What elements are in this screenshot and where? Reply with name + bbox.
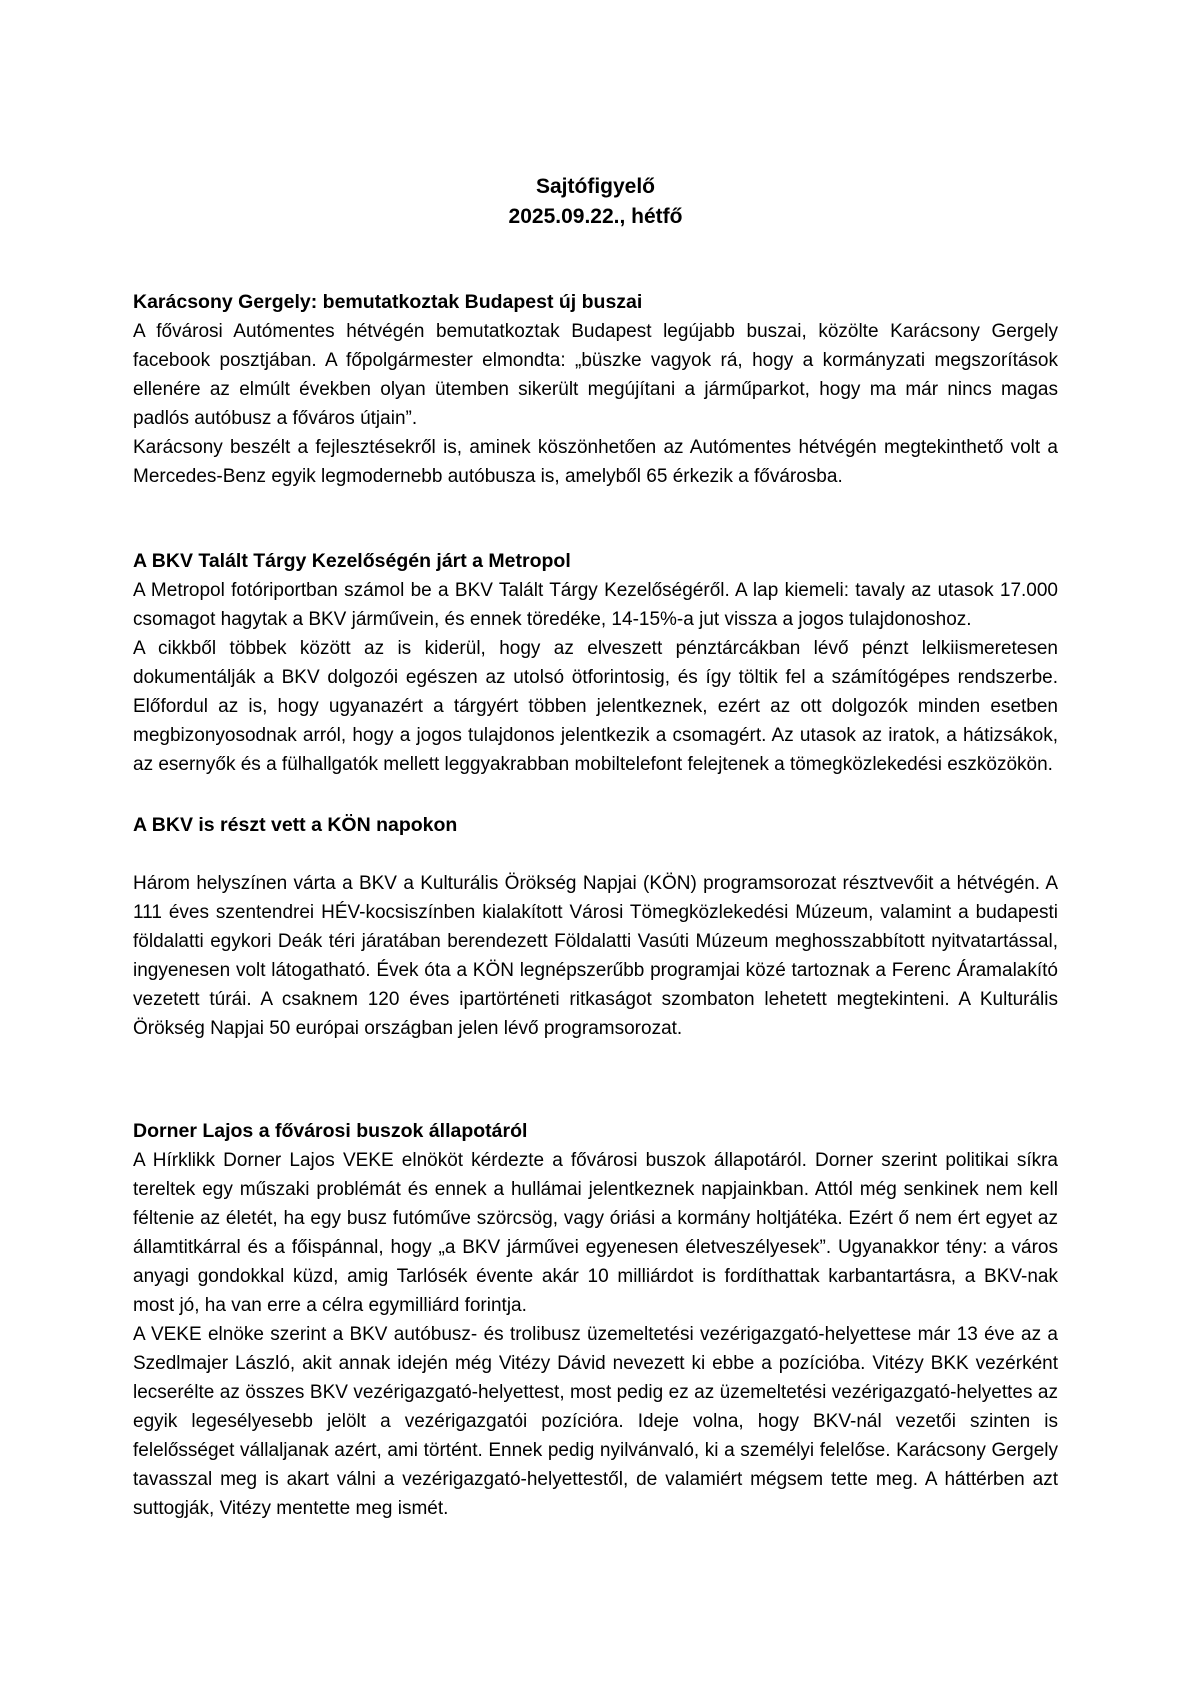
document-date: 2025.09.22., hétfő <box>508 205 683 228</box>
paragraph: A Hírklikk Dorner Lajos VEKE elnököt kérdezte a fővárosi buszok állapotáról. Dorner szerint politikai síkra tereltek egy műszaki problémát és ennek a hullámai jelentkeznek napjainkban. Attól még senkinek nem kell féltenie az életét, ha egy busz futóműve szörcsög, vagy óriási a kormány holtjátéka. Ezért ő nem ért egyet az államtitkárral és a főispánnal, hogy „a BKV járművei egyenesen életveszélyesek”. Ugyanakkor tény: a város anyagi gondokkal küzd, amig Tarlósék évente akár 10 milliárdot is fordíthattak karbantartásra, a BKV-nak most jó, ha van erre a célra egymilliárd forintja. <box>133 1150 1058 1316</box>
section-heading: A BKV Talált Tárgy Kezelőségén járt a Metropol <box>133 550 571 572</box>
section-heading: Karácsony Gergely: bemutatkoztak Budapest új buszai <box>133 291 643 313</box>
paragraph: A fővárosi Autómentes hétvégén bemutatkoztak Budapest legújabb buszai, közölte Karácsony Gergely facebook posztjában. A főpolgármester elmondta: „büszke vagyok rá, hogy a kormányzati megszorítások ellenére az elmúlt években olyan ütemben sikerült megújítani a járműparkot, hogy ma már nincs magas padlós autóbusz a főváros útjain”. <box>133 321 1058 429</box>
document-title: Sajtófigyelő <box>535 175 656 198</box>
section-bkv-talalt-targy <box>133 547 1058 779</box>
section-karacsony-uj-buszok <box>133 288 1058 491</box>
paragraph: Három helyszínen várta a BKV a Kulturális Örökség Napjai (KÖN) programsorozat résztvevőit a hétvégén. A 111 éves szentendrei HÉV-kocsiszínben kialakított Városi Tömegközlekedési Múzeum, valamint a budapesti földalatti egykori Deák téri járatában berendezett Földalatti Vasúti Múzeum meghosszabbított nyitvatartással, ingyenesen volt látogatható. Évek óta a KÖN legnépszerűbb programjai közé tartoznak a Ferenc Áramalakító vezetett túrái. A csaknem 120 éves ipartörténeti ritkaságot szombaton lehetett megtekinteni. A Kulturális Örökség Napjai 50 európai országban jelen lévő programsorozat. <box>133 873 1058 1039</box>
paragraph: A Metropol fotóriportban számol be a BKV Talált Tárgy Kezelőségéről. A lap kiemeli: tavaly az utasok 17.000 csomagot hagytak a BKV járművein, és ennek töredéke, 14-15%-a jut vissza a jogos tulajdonoshoz. <box>133 580 1058 630</box>
section-heading: A BKV is részt vett a KÖN napokon <box>133 814 458 836</box>
paragraph: Karácsony beszélt a fejlesztésekről is, aminek köszönhetően az Autómentes hétvégén megtekinthető volt a Mercedes-Benz egyik legmodernebb autóbusza is, amelyből 65 érkezik a fővárosba. <box>133 437 1058 487</box>
section-dorner-buszok <box>133 1117 1058 1523</box>
document-header <box>133 172 1058 232</box>
section-kon-napok <box>133 811 1058 1043</box>
paragraph: A cikkből többek között az is kiderül, hogy az elveszett pénztárcákban lévő pénzt lelkiismeretesen dokumentálják a BKV dolgozói egészen az utolsó ötforintosig, és így töltik fel a számítógépes rendszerbe. Előfordul az is, hogy ugyanazért a tárgyért többen jelentkeznek, ezért az ott dolgozók minden esetben megbizonyosodnak arról, hogy a jogos tulajdonos jelentkezik a csomagért. Az utasok az iratok, a hátizsákok, az esernyők és a fülhallgatók mellett leggyakrabban mobiltelefont felejtenek a tömegközlekedési eszközökön. <box>133 638 1058 775</box>
paragraph: A VEKE elnöke szerint a BKV autóbusz- és trolibusz üzemeltetési vezérigazgató-helyettese már 13 éve az a Szedlmajer László, akit annak idején még Vitézy Dávid nevezett ki ebbe a pozícióba. Vitézy BKK vezérként lecserélte az összes BKV vezérigazgató-helyettest, most pedig ez az üzemeltetési vezérigazgató-helyettes az egyik legesélyesebb jelölt a vezérigazgatói pozícióra. Ideje volna, hogy BKV-nál vezetői szinten is felelősséget vállaljanak azért, ami történt. Ennek pedig nyilvánvaló, ki a személyi felelőse. Karácsony Gergely tavasszal meg is akart válni a vezérigazgató-helyettestől, de valamiért mégsem tette meg. A háttérben azt suttogják, Vitézy mentette meg ismét. <box>133 1324 1058 1519</box>
section-heading: Dorner Lajos a fővárosi buszok állapotáról <box>133 1120 528 1142</box>
